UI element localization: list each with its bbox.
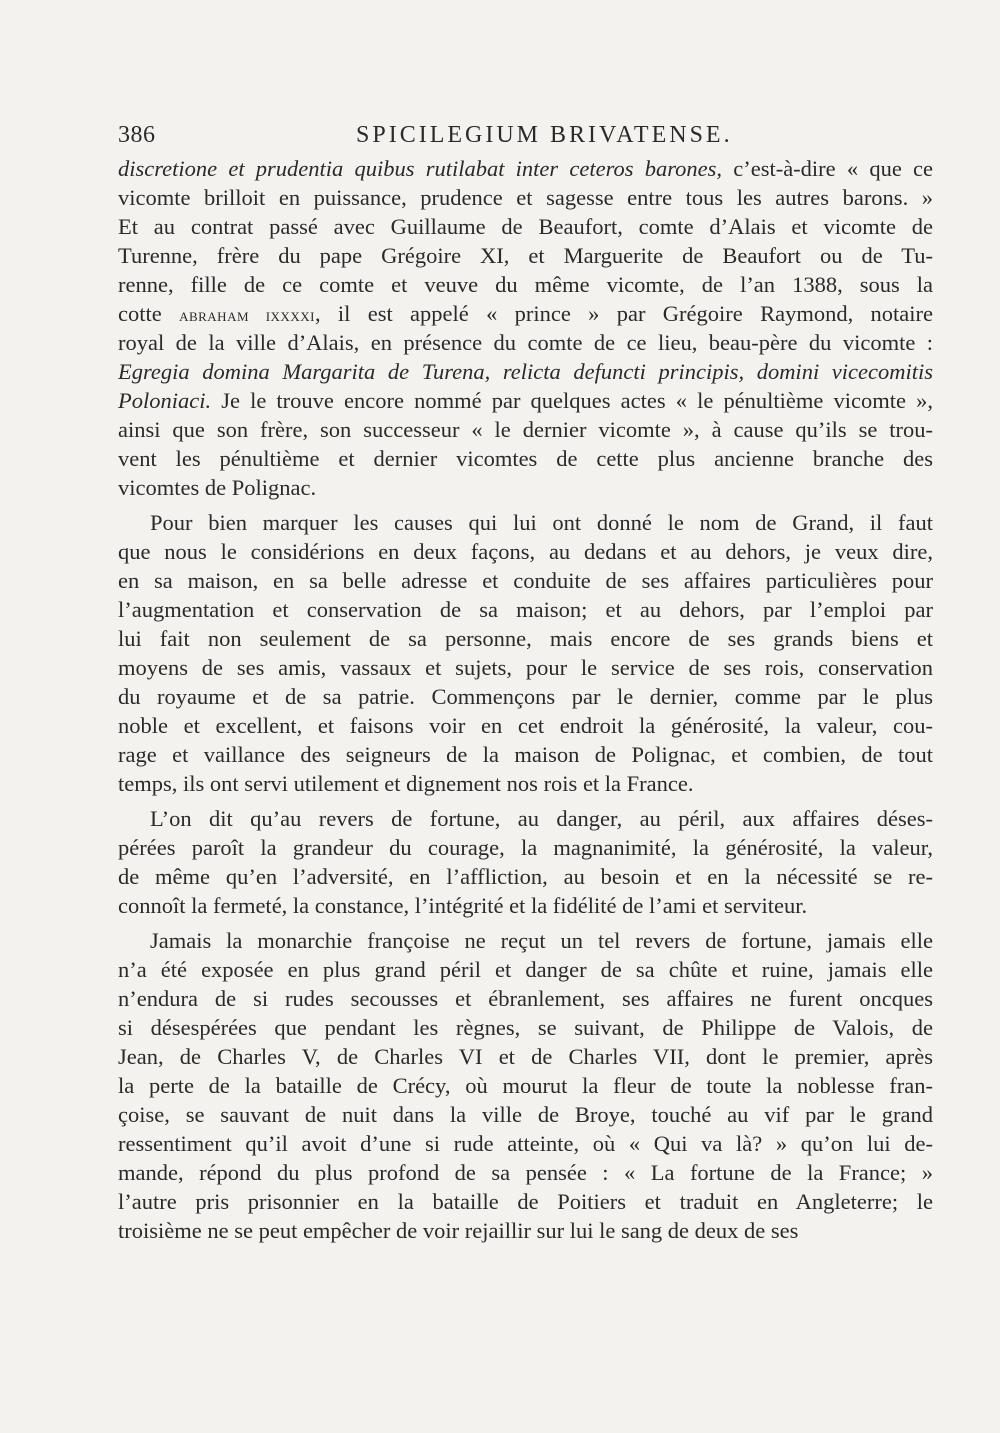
text-line bbox=[118, 1100, 933, 1129]
text-segment: si désespérées que pendant les règnes, se suivant, de Philippe de Valois, de bbox=[118, 1015, 933, 1040]
text-segment: Je le trouve encore nommé par quelques actes « le pénultième vicomte », bbox=[211, 388, 933, 413]
text-segment: moyens de ses amis, vassaux et sujets, pour le service de ses rois, conservation bbox=[118, 655, 933, 680]
text-line bbox=[118, 299, 933, 328]
text-line bbox=[118, 473, 933, 502]
text-line bbox=[118, 955, 933, 984]
text-segment: l’autre pris prisonnier en la bataille de Poitiers et traduit en Angleterre; le bbox=[118, 1189, 933, 1214]
paragraph bbox=[118, 926, 933, 1245]
italic-text: Egregia domina Margarita de Turena, relicta defuncti principis, domini vicecomitis bbox=[118, 359, 933, 384]
text-line bbox=[118, 270, 933, 299]
running-title: SPICILEGIUM BRIVATENSE. bbox=[356, 122, 733, 148]
page-header bbox=[118, 122, 933, 154]
italic-text: discretione et prudentia quibus rutilabat inter ceteros barones, bbox=[118, 156, 723, 181]
text-line bbox=[118, 537, 933, 566]
text-line bbox=[118, 508, 933, 537]
text-line bbox=[118, 862, 933, 891]
text-segment: mande, répond du plus profond de sa pensée : « La fortune de la France; » bbox=[118, 1160, 933, 1185]
text-line bbox=[118, 241, 933, 270]
text-line bbox=[118, 682, 933, 711]
text-line bbox=[118, 740, 933, 769]
text-line bbox=[118, 1187, 933, 1216]
text-segment: n’endura de si rudes secousses et ébranlement, ses affaires ne furent oncques bbox=[118, 986, 933, 1011]
text-segment: lui fait non seulement de sa personne, mais encore de ses grands biens et bbox=[118, 626, 933, 651]
text-line bbox=[118, 653, 933, 682]
text-line bbox=[118, 984, 933, 1013]
text-line bbox=[118, 328, 933, 357]
text-line bbox=[118, 183, 933, 212]
text-segment: connoît la fermeté, la constance, l’intégrité et la fidélité de l’ami et serviteur. bbox=[118, 893, 808, 918]
paragraph bbox=[118, 154, 933, 502]
text-line bbox=[118, 711, 933, 740]
text-segment: c’est-à-dire « que ce bbox=[722, 156, 933, 181]
text-segment: Jamais la monarchie françoise ne reçut un tel revers de fortune, jamais elle bbox=[150, 928, 933, 953]
page-number: 386 bbox=[118, 122, 156, 148]
text-line bbox=[118, 926, 933, 955]
text-segment: vicomte brilloit en puissance, prudence et sagesse entre tous les autres barons. » bbox=[118, 185, 933, 210]
text-segment: rage et vaillance des seigneurs de la maison de Polignac, et combien, de tout bbox=[118, 742, 933, 767]
text-segment: , il est appelé « prince » par Grégoire Raymond, notaire bbox=[314, 301, 933, 326]
text-segment: temps, ils ont servi utilement et dignement nos rois et la France. bbox=[118, 771, 694, 796]
text-segment: que nous le considérions en deux façons, au dedans et au dehors, je veux dire, bbox=[118, 539, 933, 564]
text-segment: royal de la ville d’Alais, en présence du comte de ce lieu, beau-père du vicomte : bbox=[118, 330, 933, 355]
text-line bbox=[118, 804, 933, 833]
text-segment: vent les pénultième et dernier vicomtes de cette plus ancienne branche des bbox=[118, 446, 933, 471]
text-segment: la perte de la bataille de Crécy, où mourut la fleur de toute la noblesse fran- bbox=[118, 1073, 933, 1098]
text-line bbox=[118, 444, 933, 473]
text-segment: Jean, de Charles V, de Charles VI et de Charles VII, dont le premier, après bbox=[118, 1044, 933, 1069]
text-line bbox=[118, 1129, 933, 1158]
italic-text: Poloniaci. bbox=[118, 388, 212, 413]
text-line bbox=[118, 1013, 933, 1042]
text-line bbox=[118, 1216, 933, 1245]
text-segment: l’augmentation et conservation de sa maison; et au dehors, par l’emploi par bbox=[118, 597, 933, 622]
paragraph bbox=[118, 804, 933, 920]
text-segment: ainsi que son frère, son successeur « le dernier vicomte », à cause qu’ils se trou- bbox=[118, 417, 933, 442]
text-line bbox=[118, 415, 933, 444]
text-line bbox=[118, 833, 933, 862]
text-line bbox=[118, 357, 933, 386]
text-segment: çoise, se sauvant de nuit dans la ville de Broye, touché au vif par le grand bbox=[118, 1102, 933, 1127]
text-segment: troisième ne se peut empêcher de voir rejaillir sur lui le sang de deux de ses bbox=[118, 1218, 799, 1243]
paragraph bbox=[118, 508, 933, 798]
text-line bbox=[118, 1071, 933, 1100]
text-line bbox=[118, 566, 933, 595]
text-segment: ressentiment qu’il avoit d’une si rude atteinte, où « Qui va là? » qu’on lui de- bbox=[118, 1131, 933, 1156]
text-line bbox=[118, 595, 933, 624]
text-line bbox=[118, 624, 933, 653]
text-line bbox=[118, 1042, 933, 1071]
text-line bbox=[118, 769, 933, 798]
small-caps-text: abraham ixxxxi bbox=[179, 305, 315, 325]
text-segment: n’a été exposée en plus grand péril et danger de sa chûte et ruine, jamais elle bbox=[118, 957, 933, 982]
text-segment: cotte bbox=[118, 301, 180, 326]
text-segment: Turenne, frère du pape Grégoire XI, et Marguerite de Beaufort ou de Tu- bbox=[118, 243, 933, 268]
text-line bbox=[118, 1158, 933, 1187]
text-line bbox=[118, 154, 933, 183]
text-segment: Et au contrat passé avec Guillaume de Beaufort, comte d’Alais et vicomte de bbox=[118, 214, 933, 239]
text-line bbox=[118, 212, 933, 241]
text-segment: vicomtes de Polignac. bbox=[118, 475, 317, 500]
text-line bbox=[118, 891, 933, 920]
text-line bbox=[118, 386, 933, 415]
text-segment: renne, fille de ce comte et veuve du même vicomte, de l’an 1388, sous la bbox=[118, 272, 933, 297]
text-segment: noble et excellent, et faisons voir en cet endroit la générosité, la valeur, cou- bbox=[118, 713, 933, 738]
text-segment: du royaume et de sa patrie. Commençons par le dernier, comme par le plus bbox=[118, 684, 933, 709]
text-segment: de même qu’en l’adversité, en l’affliction, au besoin et en la nécessité se re- bbox=[118, 864, 933, 889]
text-segment: en sa maison, en sa belle adresse et conduite de ses affaires particulières pour bbox=[118, 568, 933, 593]
text-segment: L’on dit qu’au revers de fortune, au danger, au péril, aux affaires déses- bbox=[150, 806, 933, 831]
body-text bbox=[118, 154, 933, 1245]
text-segment: pérées paroît la grandeur du courage, la magnanimité, la générosité, la valeur, bbox=[118, 835, 933, 860]
text-segment: Pour bien marquer les causes qui lui ont donné le nom de Grand, il faut bbox=[150, 510, 933, 535]
